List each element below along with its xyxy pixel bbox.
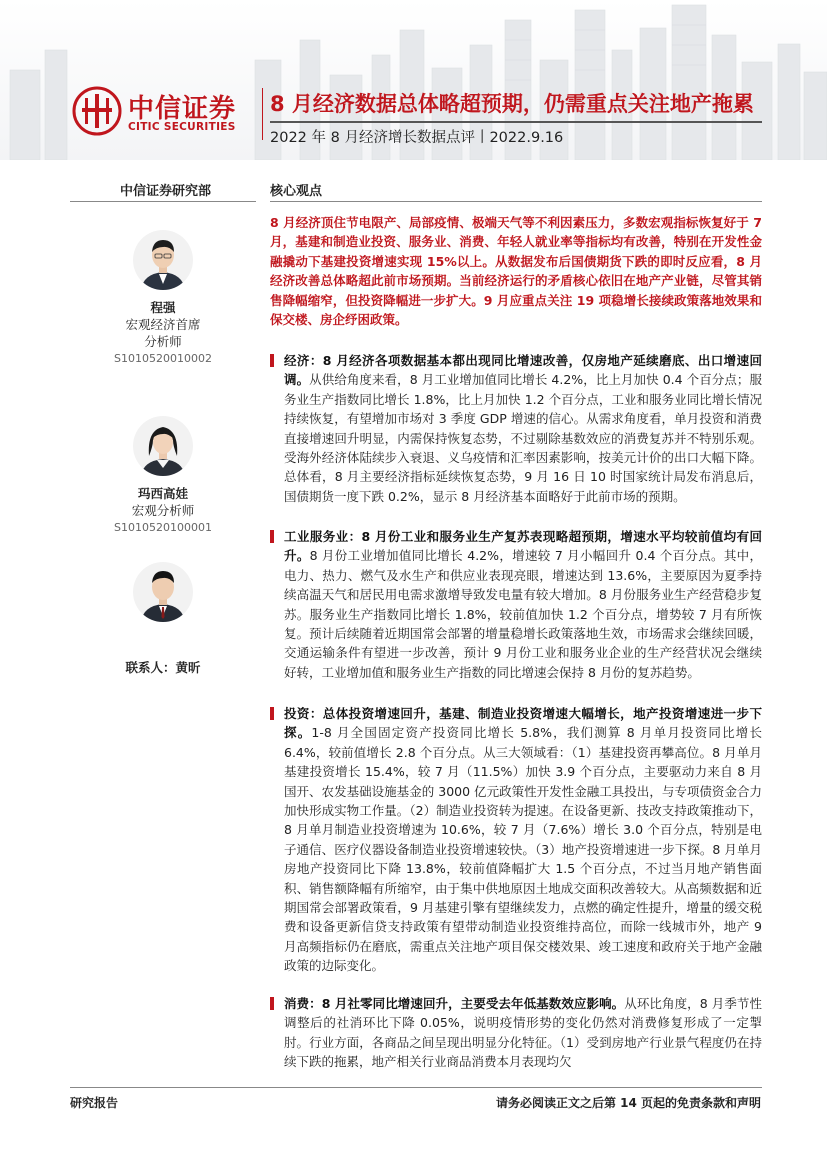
section-text: 8 月份工业增加值同比增长 4.2%，增速较 7 月小幅回升 0.4 个百分点。其中，电力、热力、燃气及水生产和供应业表现亮眼，增速达到 13.6%，主要原因为夏季持续高温天气和居民用电需求激增导致发电量有较大增加。8 月份服务业生产经营稳步复苏。服务业生产指数同比增长 1.8%，较前值加快 1.2 个百分点，增势较 7 月有所恢复。预计后续随着近期国常会部署的增量稳增长政策落地生效，市场需求会继续回暖，交通运输条件有望进一步改善，预计 9 月份工业和服务业企业的生产经营状况会继续好转，工业增加值和服务业生产指数的同比增速会保持 8 月份的复苏趋势。: [284, 548, 762, 680]
analyst-role: 宏观经济首席: [125, 317, 201, 332]
analyst-role: 宏观分析师: [131, 503, 195, 518]
analyst-photo-icon: [133, 230, 193, 290]
section-marker: [270, 530, 274, 543]
analyst-name: 程强: [150, 300, 176, 315]
analyst-cert: S1010520100001: [114, 521, 212, 534]
analyst-photo-icon: [133, 416, 193, 476]
section-body: [284, 994, 762, 1072]
contact-person: 联系人：黄昕: [125, 660, 201, 675]
core-summary: 8 月经济顶住节电限产、局部疫情、极端天气等不利因素压力，多数宏观指标恢复好于 7 月，基建和制造业投资、服务业、消费、年轻人就业率等指标均有改善，特别在开发性金融撬动下基建投资增速实现 15%以上。从数据发布后国债期货下跌的即时反应看，8 月经济改善总体略超此前市场预期。当前经济运行的矛盾核心依旧在地产产业链，尽管其销售降幅缩窄，但投资降幅进一步扩大。9 月应重点关注 19 项稳增长接续政策落地效果和保交楼、房企纾困政策。: [270, 215, 762, 328]
analyst-cert: S1010520010002: [114, 352, 212, 365]
section-text: 1-8 月全国固定资产投资同比增长 5.8%，我们测算 8 月单月投资同比增长 6.4%，较前值增长 2.8 个百分点。从三大领域看：（1）基建投资再攀高位。8 月单月基建投资增长 15.4%，较 7 月（11.5%）加快 3.9 个百分点，主要驱动力来自 8 月国开、农发基础设施基金的 3000 亿元政策性开发性金融工具投出，与专项债资金合力加快形成实物工作量。（2）制造业投资转为提速。在设备更新、技改支持政策推动下，8 月单月制造业投资增速为 10.6%，较 7 月（7.6%）增长 3.0 个百分点，特别是电子通信、医疗仪器设备制造业投资增速较快。（3）地产投资增速进一步下探。8 月单月房地产投资同比下降 13.8%，较前值降幅扩大 1.5 个百分点，不过当月地产销售面积、销售额降幅有所缩窄，由于集中供地原因土地成交面积改善较大。从高频数据和近期国常会部署政策看，9 月基建引擎有望继续发力，点燃的确定性提升，增量的缓交税费和设备更新信贷支持政策有望带动制造业投资维持高位，而除一线城市外，地产 9 月高频指标仍在磨底，需重点关注地产项目保交楼效果、竣工速度和政府关于地产金融政策的边际变化。: [284, 725, 762, 974]
section-investment: [270, 704, 762, 976]
analyst-card: [70, 230, 256, 367]
analyst-role-2: 分析师: [144, 334, 182, 349]
citic-logo-icon: [72, 86, 122, 136]
section-economy: [270, 351, 762, 506]
section-marker: [270, 997, 274, 1010]
section-industry-services: [270, 527, 762, 682]
title-rule: [270, 121, 762, 123]
contact-photo-icon: [133, 562, 193, 622]
analyst-name: 玛西高娃: [137, 486, 188, 501]
section-lead: 投资：总体投资增速回升，基建、制造业投资增速大幅增长，地产投资增速进一步下探。: [284, 706, 762, 741]
title-separator: [262, 88, 263, 140]
logo-en-text: CITIC SECURITIES: [128, 121, 236, 133]
contact-photo: [70, 562, 256, 622]
core-view-title: 核心观点: [270, 184, 323, 199]
section-lead: 经济：8 月经济各项数据基本都出现同比增速改善，仅房地产延续磨底、出口增速回调。: [284, 353, 762, 388]
section-marker: [270, 707, 274, 720]
section-body: [284, 704, 762, 976]
department-rule: [70, 201, 256, 202]
section-lead: 工业服务业：8 月份工业和服务业生产复苏表现略超预期，增速水平均较前值均有回升。: [284, 529, 762, 564]
avatar: [133, 416, 193, 476]
citic-logo: [72, 86, 250, 138]
section-consumption: [270, 994, 762, 1072]
report-subtitle: 2022 年 8 月经济增长数据点评丨2022.9.16: [270, 130, 564, 146]
section-body: [284, 351, 762, 506]
report-title: 8 月经济数据总体略超预期，仍需重点关注地产拖累: [270, 92, 754, 116]
footer-report-type: 研究报告: [70, 1096, 119, 1110]
department-label: 中信证券研究部: [120, 184, 212, 199]
footer-rule: [70, 1087, 762, 1088]
section-marker: [270, 354, 274, 367]
avatar: [133, 230, 193, 290]
section-body: [284, 527, 762, 682]
section-text: 从供给角度来看，8 月工业增加值同比增长 4.2%，比上月加快 0.4 个百分点；服务业生产指数同比增长 1.8%，比上月加快 1.2 个百分点，工业和服务业同比增长情况持续恢复，有望增加市场对 3 季度 GDP 增速的信心。从需求角度看，单月投资和消费直接增速回升明显，内需保持恢复态势，不过剔除基数效应的消费复苏并不特别乐观。受海外经济体陆续步入衰退、义乌疫情和汇率因素影响，按美元计价的出口大幅下降。总体看，8 月主要经济指标延续恢复态势，9 月 16 日 10 时国家统计局发布消息后，国债期货一度下跌 0.2%，显示 8 月经济基本面略好于此前市场的预期。: [284, 372, 762, 504]
avatar: [133, 562, 193, 622]
analyst-card: [70, 416, 256, 536]
logo-cn-text: 中信证券: [128, 94, 237, 124]
core-view-rule: [270, 201, 762, 202]
section-lead: 消费：8 月社零同比增速回升，主要受去年低基数效应影响。: [284, 996, 625, 1011]
footer-disclaimer: 请务必阅读正文之后第 14 页起的免责条款和声明: [495, 1096, 761, 1110]
section-text: 从环比角度，8 月季节性调整后的社消环比下降 0.05%，说明疫情形势的变化仍然对消费修复形成了一定掣肘。行业方面，各商品之间呈现出明显分化特征。（1）受到房地产行业景气程度仍在持续下跌的拖累，地产相关行业商品消费本月表现均欠: [284, 996, 762, 1070]
